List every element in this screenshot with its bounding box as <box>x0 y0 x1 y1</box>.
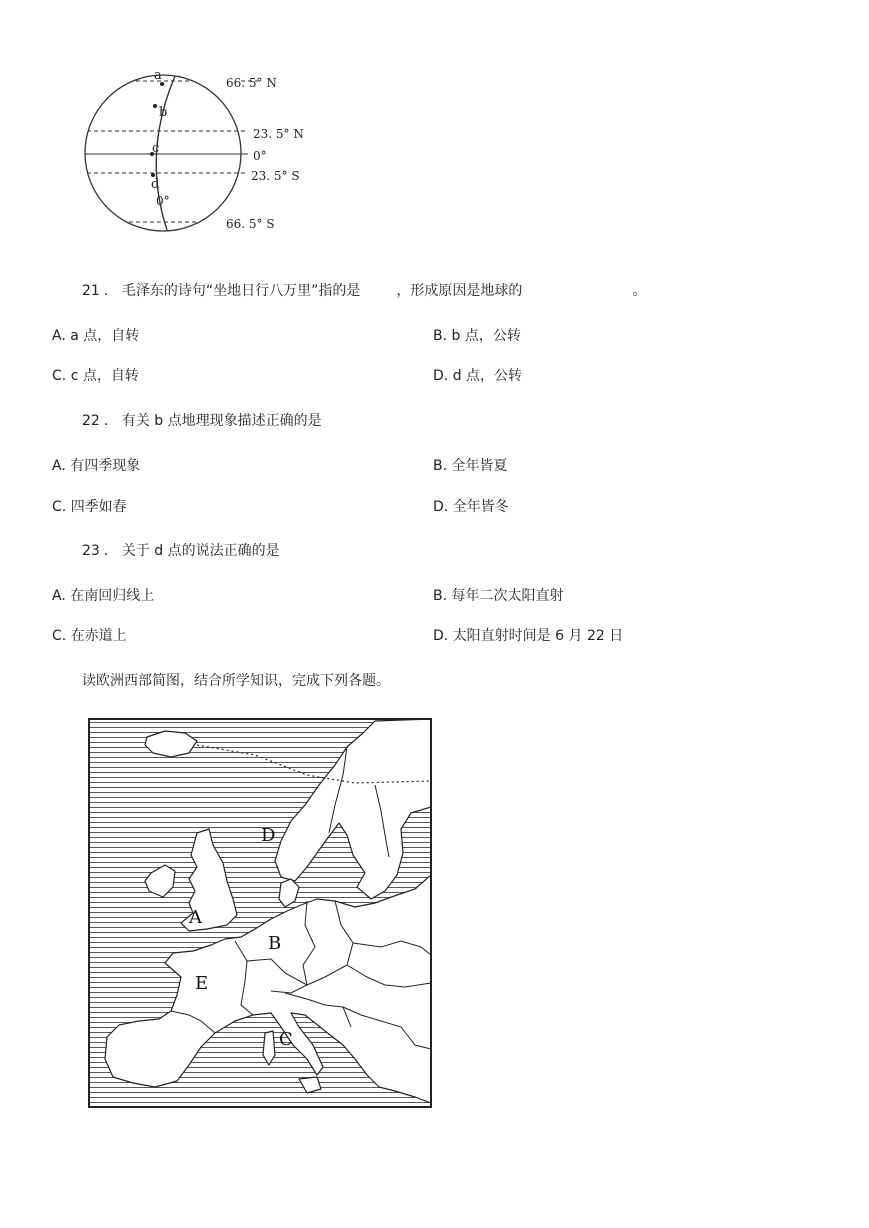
option-text: 太阳直射时间是 6 月 22 日 <box>452 628 624 644</box>
europe-map-figure <box>85 715 435 1110</box>
q22-option-c[interactable] <box>52 496 127 516</box>
q21-option-b[interactable] <box>433 325 521 345</box>
point-a-label: a <box>154 68 162 83</box>
option-letter: C. <box>52 628 67 644</box>
option-letter: B. <box>433 328 448 344</box>
option-text: 四季如春 <box>70 499 127 515</box>
option-text: 每年二次太阳直射 <box>451 588 564 604</box>
option-text: b 点，公转 <box>451 328 521 344</box>
q22-option-d[interactable] <box>433 496 509 516</box>
region-label-b: B <box>268 933 282 954</box>
lat-66-s-label: 66. 5° S <box>226 217 275 231</box>
option-letter: A. <box>52 458 66 474</box>
option-text: a 点，自转 <box>70 328 140 344</box>
option-letter: B. <box>433 458 448 474</box>
equator-label: 0° <box>253 149 267 163</box>
option-text: 全年皆冬 <box>452 499 509 515</box>
option-letter: A. <box>52 588 66 604</box>
stem-part-1: 毛泽东的诗句“坐地日行八万里”指的是 <box>121 283 361 299</box>
question-number: 21 <box>82 283 100 299</box>
option-letter: C. <box>52 368 67 384</box>
region-label-d: D <box>261 825 276 846</box>
q22-option-a[interactable] <box>52 455 140 475</box>
option-letter: B. <box>433 588 448 604</box>
question-number: 22 <box>82 413 100 429</box>
question-sep: ． <box>103 283 118 299</box>
question-23-stem <box>82 540 280 560</box>
q21-option-d[interactable] <box>433 365 522 385</box>
option-text: d 点，公转 <box>452 368 523 384</box>
stem-part-2: ，形成原因是地球的 <box>396 283 523 299</box>
q23-option-a[interactable] <box>52 585 154 605</box>
option-letter: D. <box>433 499 449 515</box>
q21-option-c[interactable] <box>52 365 139 385</box>
lat-66-n-label: 66. 5° N <box>226 76 277 90</box>
q23-option-b[interactable] <box>433 585 564 605</box>
option-letter: D. <box>433 628 449 644</box>
question-sep: ． <box>103 413 118 429</box>
region-label-c: C <box>279 1029 293 1050</box>
region-label-a: A <box>189 907 202 928</box>
question-22-stem <box>82 410 322 430</box>
stem-part-1: 关于 d 点的说法正确的是 <box>121 543 280 559</box>
point-b-dot <box>153 104 157 108</box>
question-21-stem <box>82 280 646 300</box>
q22-option-b[interactable] <box>433 455 508 475</box>
point-d-label: d <box>151 177 160 192</box>
region-label-e: E <box>195 973 209 994</box>
q23-option-c[interactable] <box>52 625 127 645</box>
stem-part-1: 有关 b 点地理现象描述正确的是 <box>121 413 322 429</box>
question-sep: ． <box>103 543 118 559</box>
option-text: 全年皆夏 <box>451 458 508 474</box>
option-text: 在赤道上 <box>70 628 127 644</box>
option-letter: D. <box>433 368 449 384</box>
lat-23-n-label: 23. 5° N <box>253 127 304 141</box>
option-text: 在南回归线上 <box>70 588 155 604</box>
q21-option-a[interactable] <box>52 325 139 345</box>
meridian-label: 0° <box>156 194 170 208</box>
point-b-label: b <box>159 105 168 120</box>
question-number: 23 <box>82 543 100 559</box>
point-c-label: c <box>152 141 160 156</box>
lat-23-s-label: 23. 5° S <box>251 169 300 183</box>
stem-end: 。 <box>632 283 647 299</box>
q23-option-d[interactable] <box>433 625 623 645</box>
option-text: c 点，自转 <box>70 368 139 384</box>
globe-figure <box>80 62 320 244</box>
map-intro-text: 读欧洲西部简图，结合所学知识，完成下列各题。 <box>82 673 390 689</box>
option-text: 有四季现象 <box>70 458 141 474</box>
option-letter: A. <box>52 328 66 344</box>
option-letter: C. <box>52 499 67 515</box>
